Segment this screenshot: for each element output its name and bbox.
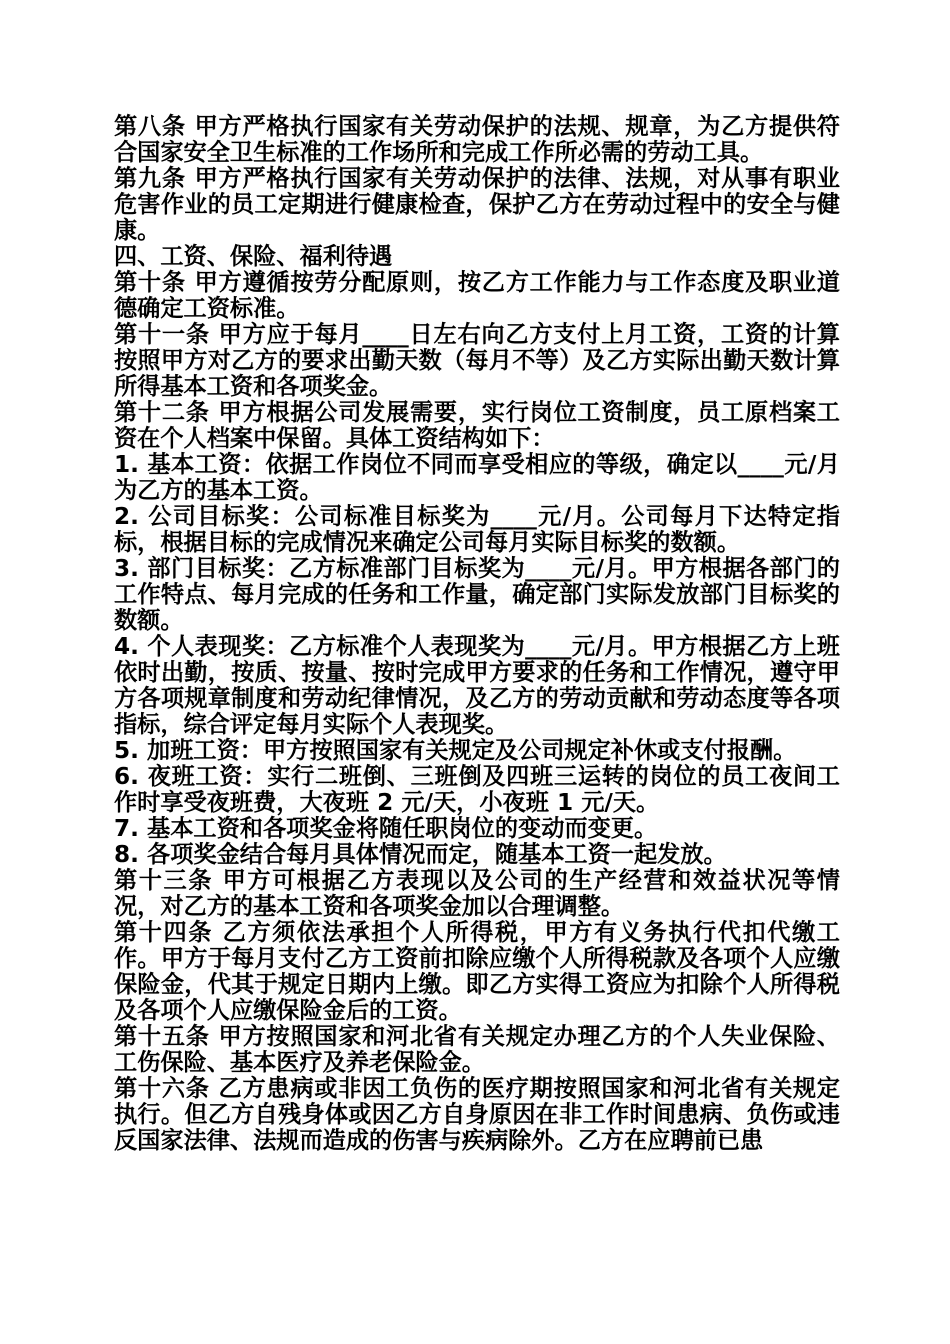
paragraph-article-10: 第十条 甲方遵循按劳分配原则，按乙方工作能力与工作态度及职业道德确定工资标准。 [114, 269, 840, 322]
list-item-department-target-bonus: 3. 部门目标奖：乙方标准部门目标奖为____元/月。甲方根据各部门的工作特点、每月完成的任务和工作量，确定部门实际发放部门目标奖的数额。 [114, 555, 840, 634]
list-item-personal-performance-bonus: 4. 个人表现奖：乙方标准个人表现奖为____元/月。甲方根据乙方上班依时出勤，按质、按量、按时完成甲方要求的任务和工作情况，遵守甲方各项规章制度和劳动纪律情况，及乙方的劳动贡献和劳动态度等各项指标，综合评定每月实际个人表现奖。 [114, 633, 840, 738]
list-item-basic-wage: 1. 基本工资：依据工作岗位不同而享受相应的等级，确定以____元/月为乙方的基本工资。 [114, 451, 840, 504]
paragraph-article-13: 第十三条 甲方可根据乙方表现以及公司的生产经营和效益状况等情况，对乙方的基本工资和各项奖金加以合理调整。 [114, 867, 840, 920]
list-item-night-shift-pay: 6. 夜班工资：实行二班倒、三班倒及四班三运转的岗位的员工夜间工作时享受夜班费，大夜班 2 元/天，小夜班 1 元/天。 [114, 763, 840, 816]
paragraph-article-9: 第九条 甲方严格执行国家有关劳动保护的法律、法规，对从事有职业危害作业的员工定期进行健康检查，保护乙方在劳动过程中的安全与健康。 [114, 165, 840, 244]
paragraph-article-11: 第十一条 甲方应于每月____日左右向乙方支付上月工资，工资的计算按照甲方对乙方的要求出勤天数（每月不等）及乙方实际出勤天数计算所得基本工资和各项奖金。 [114, 321, 840, 400]
paragraph-article-8: 第八条 甲方严格执行国家有关劳动保护的法规、规章，为乙方提供符合国家安全卫生标准的工作场所和完成工作所必需的劳动工具。 [114, 113, 840, 166]
list-item-company-target-bonus: 2. 公司目标奖：公司标准目标奖为____元/月。公司每月下达特定指标，根据目标的完成情况来确定公司每月实际目标奖的数额。 [114, 503, 840, 556]
section-heading-wages-insurance-benefits: 四、工资、保险、福利待遇 [114, 243, 393, 270]
paragraph-article-15: 第十五条 甲方按照国家和河北省有关规定办理乙方的个人失业保险、工伤保险、基本医疗及养老保险金。 [114, 1023, 840, 1076]
list-item-overtime-pay: 5. 加班工资：甲方按照国家有关规定及公司规定补休或支付报酬。 [114, 737, 797, 764]
paragraph-article-16: 第十六条 乙方患病或非因工负伤的医疗期按照国家和河北省有关规定执行。但乙方自残身体或因乙方自身原因在非工作时间患病、负伤或违反国家法律、法规而造成的伤害与疾病除外。乙方在应聘前已患 [114, 1075, 840, 1154]
document-page [114, 114, 840, 1154]
list-item-wage-change-with-position: 7. 基本工资和各项奖金将随任职岗位的变动而变更。 [114, 815, 658, 842]
list-item-bonus-payment: 8. 各项奖金结合每月具体情况而定，随基本工资一起发放。 [114, 841, 727, 868]
paragraph-article-12: 第十二条 甲方根据公司发展需要，实行岗位工资制度，员工原档案工资在个人档案中保留。具体工资结构如下： [114, 399, 840, 452]
paragraph-article-14: 第十四条 乙方须依法承担个人所得税，甲方有义务执行代扣代缴工作。甲方于每月支付乙方工资前扣除应缴个人所得税款及各项个人应缴保险金，代其于规定日期内上缴。即乙方实得工资应为扣除个人所得税及各项个人应缴保险金后的工资。 [114, 919, 840, 1024]
